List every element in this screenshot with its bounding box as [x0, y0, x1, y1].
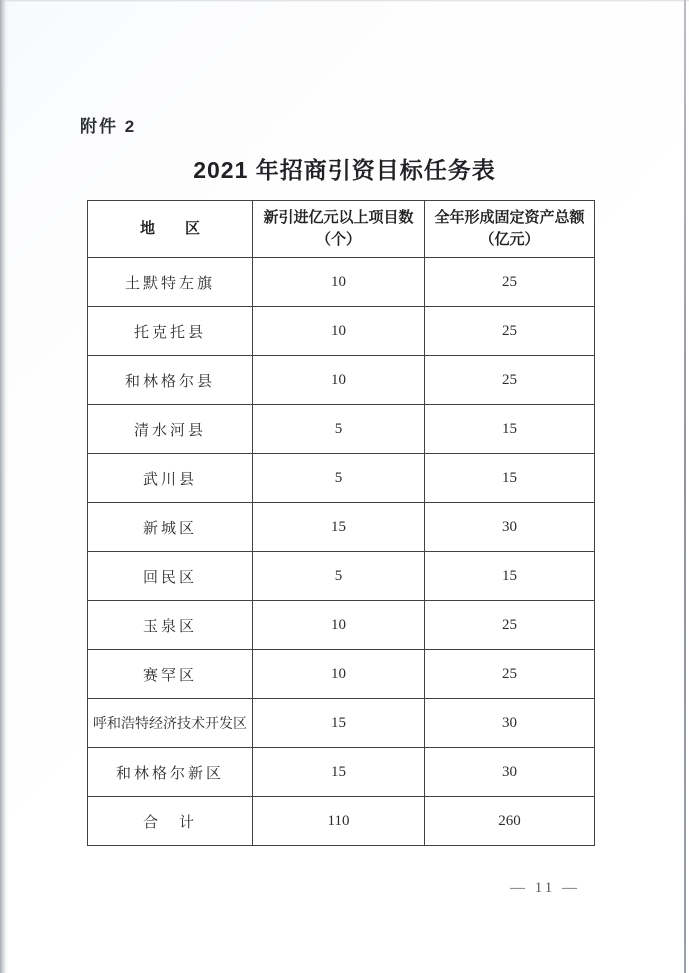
table-row: [88, 356, 595, 405]
assets-cell: 25: [425, 601, 595, 650]
assets-cell: 25: [425, 650, 595, 699]
scan-edge-right: [684, 0, 686, 973]
table-row: [88, 454, 595, 503]
region-cell: 呼和浩特经济技术开发区: [88, 699, 253, 748]
attachment-label: 附件 2: [80, 117, 137, 136]
region-cell: 和林格尔新区: [88, 748, 253, 797]
projects-cell: 10: [253, 650, 425, 699]
table-row: [88, 405, 595, 454]
projects-cell: 5: [253, 454, 425, 503]
projects-cell: 15: [253, 503, 425, 552]
assets-cell: 15: [425, 405, 595, 454]
region-cell: 回民区: [88, 552, 253, 601]
table-row: [88, 650, 595, 699]
table-row: [88, 307, 595, 356]
projects-cell: 110: [253, 797, 425, 846]
column-header-assets: [425, 201, 595, 258]
page-title: 2021 年招商引资目标任务表: [193, 157, 496, 183]
table-row: [88, 258, 595, 307]
table-row: [88, 601, 595, 650]
projects-cell: 15: [253, 748, 425, 797]
column-header-projects: [253, 201, 425, 258]
assets-cell: 25: [425, 307, 595, 356]
total-row: [88, 797, 595, 846]
region-cell: 玉泉区: [88, 601, 253, 650]
projects-cell: 5: [253, 552, 425, 601]
table-header: [88, 201, 595, 258]
projects-cell: 10: [253, 356, 425, 405]
assets-cell: 260: [425, 797, 595, 846]
projects-cell: 10: [253, 258, 425, 307]
region-cell: 合 计: [88, 797, 253, 846]
projects-cell: 15: [253, 699, 425, 748]
column-header-label: 地 区: [139, 220, 200, 238]
assets-cell: 30: [425, 748, 595, 797]
table-body: [88, 258, 595, 846]
table-row: [88, 503, 595, 552]
assets-cell: 25: [425, 258, 595, 307]
region-cell: 土默特左旗: [88, 258, 253, 307]
scan-edge-left: [0, 0, 8, 973]
header-row: [88, 201, 595, 258]
projects-cell: 10: [253, 601, 425, 650]
column-header-region: [88, 201, 253, 258]
scan-edge-top: [0, 0, 689, 2]
column-header-unit: （亿元）: [479, 231, 540, 248]
table-row: [88, 699, 595, 748]
assets-cell: 25: [425, 356, 595, 405]
column-header-label: 全年形成固定资产总额: [434, 209, 585, 227]
page-number: — 11 —: [510, 880, 580, 896]
target-task-table: [87, 200, 595, 846]
assets-cell: 30: [425, 503, 595, 552]
table-row: [88, 552, 595, 601]
region-cell: 赛罕区: [88, 650, 253, 699]
region-cell: 和林格尔县: [88, 356, 253, 405]
region-cell: 清水河县: [88, 405, 253, 454]
assets-cell: 15: [425, 552, 595, 601]
region-cell: 新城区: [88, 503, 253, 552]
table-row: [88, 748, 595, 797]
assets-cell: 30: [425, 699, 595, 748]
projects-cell: 10: [253, 307, 425, 356]
assets-cell: 15: [425, 454, 595, 503]
column-header-label: 新引进亿元以上项目数: [263, 209, 414, 227]
column-header-unit: （个）: [315, 231, 361, 248]
region-cell: 托克托县: [88, 307, 253, 356]
region-cell: 武川县: [88, 454, 253, 503]
projects-cell: 5: [253, 405, 425, 454]
